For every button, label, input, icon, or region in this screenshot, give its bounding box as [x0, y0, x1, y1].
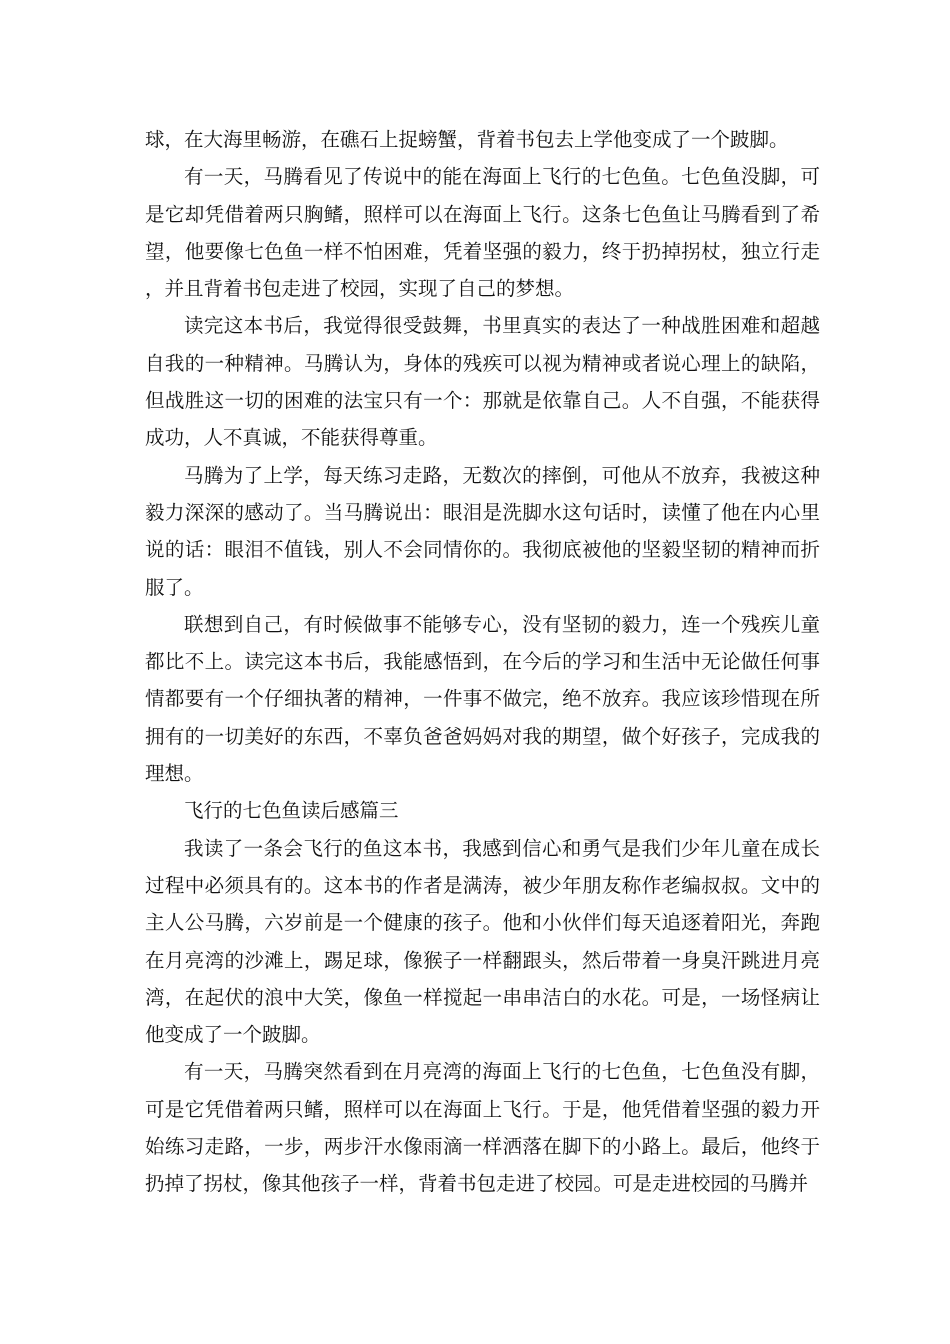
paragraph-continuation: 球，在大海里畅游，在礁石上捉螃蟹，背着书包去上学他变成了一个跛脚。 [145, 128, 789, 151]
document-body [145, 121, 820, 1203]
paragraph: 读完这本书后，我觉得很受鼓舞，书里真实的表达了一种战胜困难和超越自我的一种精神。马腾认为，身体的残疾可以视为精神或者说心理上的缺陷，但战胜这一切的困难的法宝只有一个：那就是依靠自己。人不自强，不能获得成功，人不真诚，不能获得尊重。 [145, 314, 820, 450]
paragraph: 马腾为了上学，每天练习走路，无数次的摔倒，可他从不放弃，我被这种毅力深深的感动了。当马腾说出：眼泪是洗脚水这句话时，读懂了他在内心里说的话：眼泪不值钱，别人不会同情你的。我彻底被他的坚毅坚韧的精神而折服了。 [145, 463, 820, 599]
paragraph: 联想到自己，有时候做事不能够专心，没有坚韧的毅力，连一个残疾儿童都比不上。读完这本书后，我能感悟到，在今后的学习和生活中无论做任何事情都要有一个仔细执著的精神，一件事不做完，绝不放弃。我应该珍惜现在所拥有的一切美好的东西，不辜负爸爸妈妈对我的期望，做个好孩子，完成我的理想。 [145, 612, 820, 786]
paragraph: 有一天，马腾看见了传说中的能在海面上飞行的七色鱼。七色鱼没脚，可是它却凭借着两只胸鳍，照样可以在海面上飞行。这条七色鱼让马腾看到了希望，他要像七色鱼一样不怕困难，凭着坚强的毅力，终于扔掉拐杖，独立行走，并且背着书包走进了校园，实现了自己的梦想。 [145, 165, 820, 301]
section-heading: 飞行的七色鱼读后感篇三 [184, 799, 399, 823]
paragraph: 有一天，马腾突然看到在月亮湾的海面上飞行的七色鱼，七色鱼没有脚，可是它凭借着两只鳍，照样可以在海面上飞行。于是，他凭借着坚强的毅力开始练习走路，一步，两步汗水像雨滴一样洒落在脚下的小路上。最后，他终于扔掉了拐杖，像其他孩子一样，背着书包走进了校园。可是走进校园的马腾并 [145, 1060, 820, 1196]
paragraph: 我读了一条会飞行的鱼这本书，我感到信心和勇气是我们少年儿童在成长过程中必须具有的。这本书的作者是满涛，被少年朋友称作老编叔叔。文中的主人公马腾，六岁前是一个健康的孩子。他和小伙伴们每天追逐着阳光，奔跑在月亮湾的沙滩上，踢足球，像猴子一样翻跟头，然后带着一身臭汗跳进月亮湾，在起伏的浪中大笑，像鱼一样搅起一串串洁白的水花。可是，一场怪病让他变成了一个跛脚。 [145, 836, 820, 1047]
